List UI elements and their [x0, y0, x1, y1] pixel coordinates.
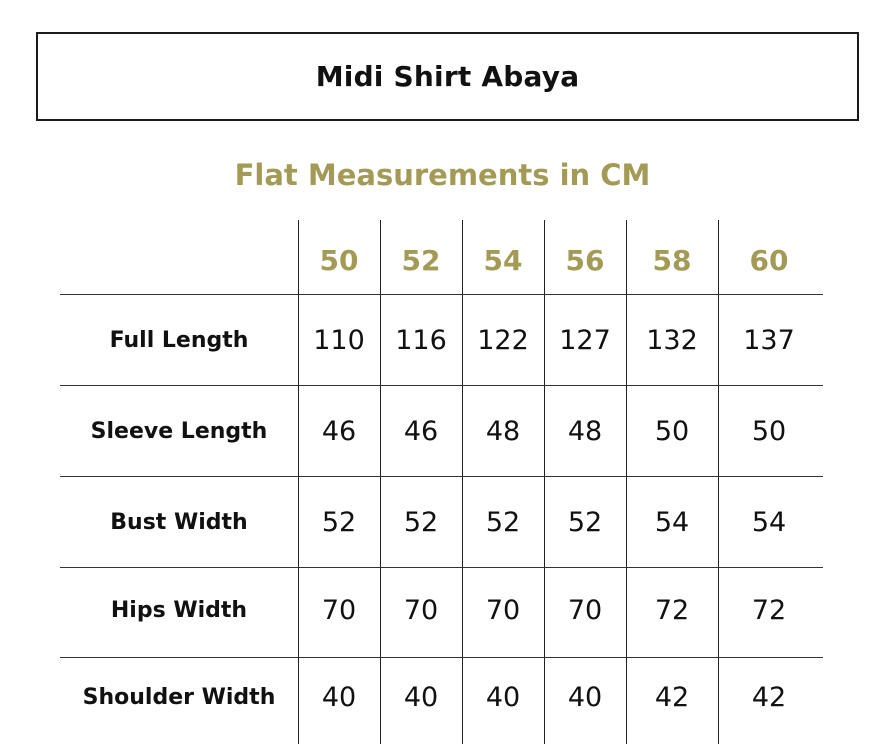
column-divider: [298, 220, 299, 744]
table-cell: 122: [477, 325, 529, 356]
table-cell: 50: [654, 416, 690, 447]
row-label-shoulder-width: Shoulder Width: [82, 685, 276, 710]
table-cell: 50: [751, 416, 787, 447]
row-divider: [60, 657, 823, 658]
table-cell: 54: [654, 507, 690, 538]
column-divider: [544, 220, 545, 744]
row-label-hips-width: Hips Width: [110, 598, 248, 623]
column-divider: [626, 220, 627, 744]
table-cell: 48: [485, 416, 521, 447]
table-cell: 42: [654, 682, 690, 713]
size-header-56: 56: [565, 244, 605, 277]
table-cell: 132: [646, 325, 698, 356]
table-cell: 40: [567, 682, 603, 713]
table-cell: 48: [567, 416, 603, 447]
size-header-54: 54: [483, 244, 523, 277]
table-cell: 46: [403, 416, 439, 447]
table-cell: 72: [751, 595, 787, 626]
size-header-50: 50: [319, 244, 359, 277]
table-cell: 70: [403, 595, 439, 626]
table-cell: 70: [321, 595, 357, 626]
table-cell: 70: [485, 595, 521, 626]
column-divider: [718, 220, 719, 744]
column-divider: [462, 220, 463, 744]
table-cell: 72: [654, 595, 690, 626]
table-cell: 52: [321, 507, 357, 538]
table-cell: 54: [751, 507, 787, 538]
row-label-full-length: Full Length: [109, 328, 249, 353]
table-cell: 40: [485, 682, 521, 713]
size-header-52: 52: [401, 244, 441, 277]
table-cell: 52: [485, 507, 521, 538]
title-box: [36, 32, 859, 121]
table-cell: 40: [321, 682, 357, 713]
table-cell: 116: [395, 325, 447, 356]
row-divider: [60, 567, 823, 568]
table-cell: 40: [403, 682, 439, 713]
row-label-sleeve-length: Sleeve Length: [90, 419, 268, 444]
table-cell: 46: [321, 416, 357, 447]
table-cell: 127: [559, 325, 611, 356]
row-divider: [60, 294, 823, 295]
size-header-58: 58: [652, 244, 692, 277]
table-subtitle: Flat Measurements in CM: [234, 158, 651, 192]
column-divider: [380, 220, 381, 744]
table-cell: 137: [743, 325, 795, 356]
table-cell: 52: [567, 507, 603, 538]
row-label-bust-width: Bust Width: [110, 510, 248, 535]
row-divider: [60, 476, 823, 477]
size-header-60: 60: [749, 244, 789, 277]
table-cell: 70: [567, 595, 603, 626]
table-cell: 52: [403, 507, 439, 538]
table-cell: 42: [751, 682, 787, 713]
page-title: Midi Shirt Abaya: [315, 60, 580, 93]
row-divider: [60, 385, 823, 386]
table-cell: 110: [313, 325, 365, 356]
